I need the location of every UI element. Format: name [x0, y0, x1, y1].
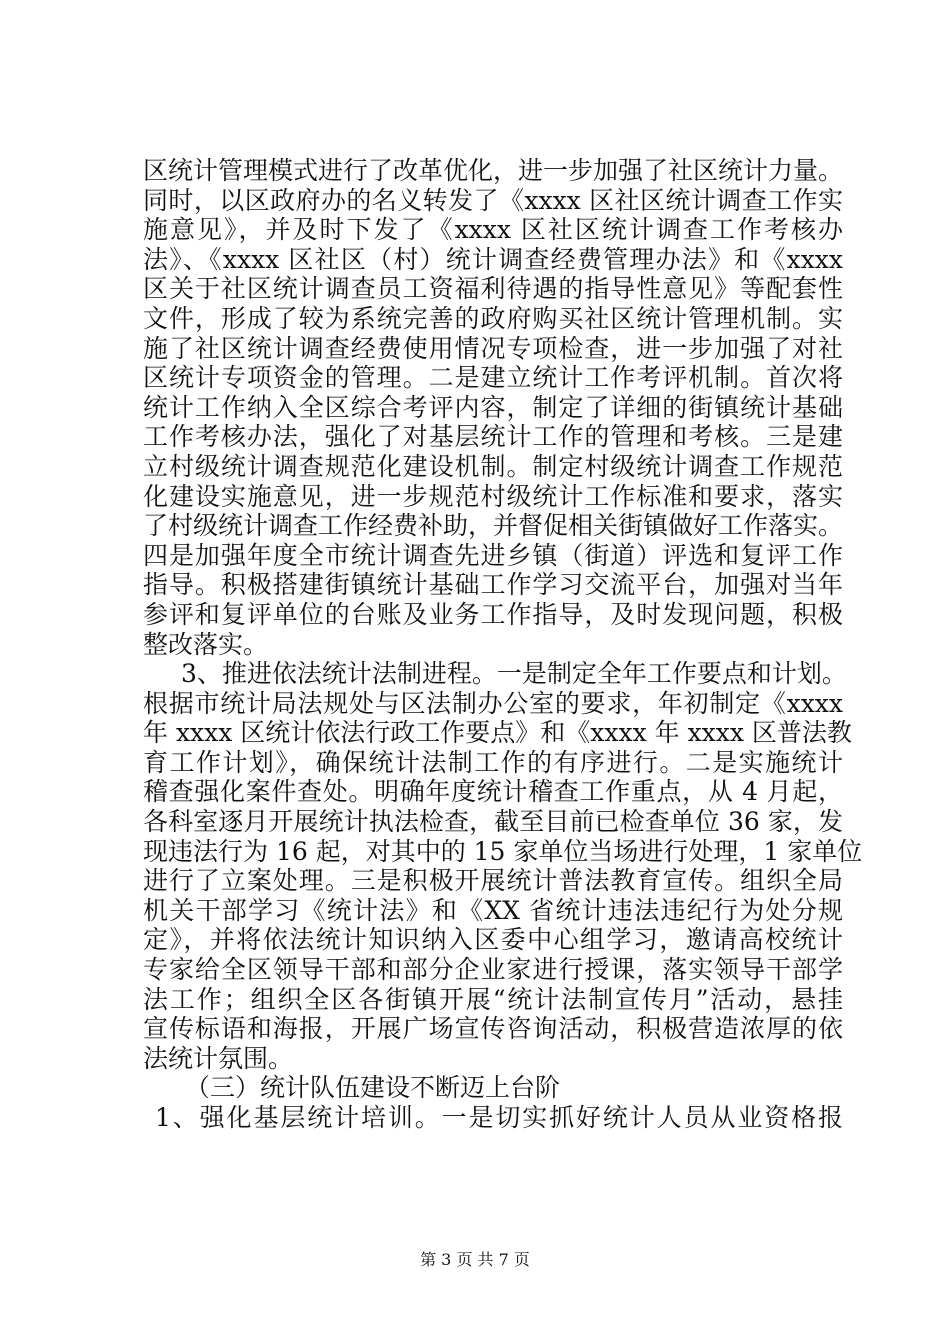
- paragraph-end-line: 法统计氛围。: [143, 1043, 294, 1073]
- text-line: 同时，以区政府办的名义转发了《xxxx 区社区统计调查工作实: [143, 185, 843, 215]
- text-line: 化建设实施意见，进一步规范村级统计工作标准和要求，落实: [143, 481, 843, 511]
- text-line: 机关干部学习《统计法》和《XX 省统计违法违纪行为处分规: [143, 895, 843, 925]
- text-line: 进行了立案处理。三是积极开展统计普法教育宣传。组织全局: [143, 866, 843, 896]
- document-body: [143, 156, 863, 1133]
- text-line: 各科室逐月开展统计执法检查，截至目前已检查单位 36 家，发: [143, 807, 843, 837]
- text-line: 统计工作纳入全区综合考评内容，制定了详细的街镇统计基础: [143, 392, 843, 422]
- text-line: 参评和复评单位的台账及业务工作指导，及时发现问题，积极: [143, 599, 843, 629]
- text-line: 根据市统计局法规处与区法制办公室的要求，年初制定《xxxx: [143, 688, 843, 718]
- text-line: 立村级统计调查规范化建设机制。制定村级统计调查工作规范: [143, 451, 843, 481]
- text-line: 区统计专项资金的管理。二是建立统计工作考评机制。首次将: [143, 363, 843, 393]
- text-line: 了村级统计调查工作经费补助，并督促相关街镇做好工作落实。: [143, 511, 844, 541]
- text-line: 年 xxxx 区统计依法行政工作要点》和《xxxx 年 xxxx 区普法教: [143, 718, 852, 748]
- text-line: 育工作计划》，确保统计法制工作的有序进行。二是实施统计: [143, 747, 843, 777]
- text-line: 施了社区统计调查经费使用情况专项检查，进一步加强了对社: [143, 333, 843, 363]
- paragraph-heading-line: 3、推进依法统计法制进程。一是制定全年工作要点和计划。: [181, 659, 847, 689]
- text-line: 稽查强化案件查处。明确年度统计稽查工作重点，从 4 月起，: [143, 777, 843, 807]
- text-line: 专家给全区领导干部和部分企业家进行授课，落实领导干部学: [143, 955, 843, 985]
- text-line: 定》，并将依法统计知识纳入区委中心组学习，邀请高校统计: [143, 925, 843, 955]
- text-line: 四是加强年度全市统计调查先进乡镇（街道）评选和复评工作: [143, 540, 843, 570]
- text-line: 区关于社区统计调查员工资福利待遇的指导性意见》等配套性: [143, 274, 843, 304]
- text-line: 区统计管理模式进行了改革优化，进一步加强了社区统计力量。: [143, 156, 844, 185]
- text-line: 工作考核办法，强化了对基层统计工作的管理和考核。三是建: [143, 422, 843, 452]
- text-line: 现违法行为 16 起，对其中的 15 家单位当场进行处理，1 家单位: [143, 836, 863, 866]
- text-line: 法》、《xxxx 区社区（村）统计调查经费管理办法》和《xxxx: [143, 244, 843, 274]
- paragraph-heading-line: 1、强化基层统计培训。一是切实抓好统计人员从业资格报: [155, 1103, 843, 1132]
- paragraph-end-line: 整改落实。: [143, 629, 269, 659]
- text-line: 法工作；组织全区各街镇开展“统计法制宣传月”活动，悬挂: [143, 984, 843, 1014]
- section-heading: （三）统计队伍建设不断迈上台阶: [185, 1073, 561, 1103]
- text-line: 宣传标语和海报，开展广场宣传咨询活动，积极营造浓厚的依: [143, 1014, 843, 1044]
- text-line: 文件，形成了较为系统完善的政府购买社区统计管理机制。实: [143, 303, 843, 333]
- page-number-footer: 第 3 页 共 7 页: [420, 1250, 530, 1269]
- text-line: 指导。积极搭建街镇统计基础工作学习交流平台，加强对当年: [143, 570, 843, 600]
- text-line: 施意见》，并及时下发了《xxxx 区社区统计调查工作考核办: [143, 215, 843, 245]
